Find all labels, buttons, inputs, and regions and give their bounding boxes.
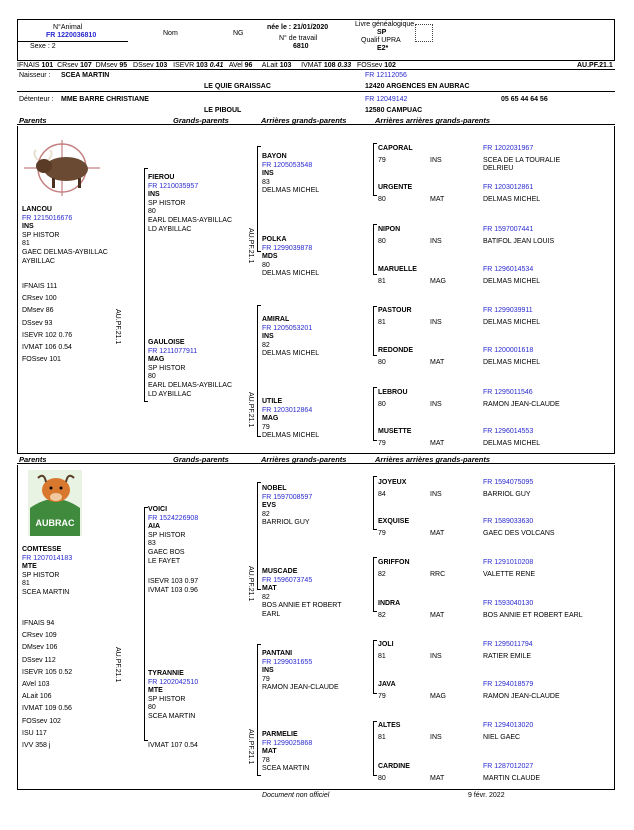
aagp-id: FR 1593040130 [483,600,534,607]
nom-label: Nom [163,30,178,37]
aagp-owner: DELMAS MICHEL [483,319,541,326]
detenteur-phone: 05 65 44 64 56 [501,96,548,103]
livre-value: SP [377,29,387,36]
aagp-number: 80 [378,775,386,782]
aagp-name: JOYEUX [378,479,407,486]
aagp-number: 79 [378,157,386,164]
aagp-type: INS [430,319,442,326]
gp-dam-sire-ivmat: IVMAT 103 0.96 [148,587,198,594]
detenteur-addr: 12580 CAMPUAC [365,107,423,114]
detenteur-name: MME BARRE CHRISTIANE [61,96,149,103]
dam-card[interactable]: COMTESSE FR 1207014183 MTE SP HISTOR 81 SCEA MARTIN [22,546,73,596]
aagp-number: 80 [378,359,386,366]
aagp-name: JAVA [378,681,396,688]
aagp-name: JOLI [378,641,394,648]
aagp-name: CARDINE [378,763,410,770]
agp-7[interactable]: PANTANI FR 1299031655 INS 79 RAMON JEAN-CLAUDE [262,650,339,692]
aagp-owner: BARRIOL GUY [483,491,531,498]
gp-sire-dam[interactable]: GAULOISE FR 1211077911 MAG SP HISTOR 80 EARL DELMAS-AYBILLAC LD AYBILLAC [148,339,233,398]
naisseur-name: SCEA MARTIN [61,72,110,79]
gp-dam-sire-isevr: ISEVR 103 0.97 [148,578,199,585]
aagp-owner: GAEC DES VOLCANS [483,530,555,537]
aagp-owner: DELMAS MICHEL [483,359,541,366]
travail-number: 6810 [293,43,309,50]
sexe: Sexe : 2 [30,43,56,50]
aagp-type: INS [430,157,442,164]
aagp-type: MAT [430,196,445,203]
section-header-dam: Parents Grands-parents Arrières grands-parents Arrières arrières grands-parents [17,455,615,464]
gp-sire-sire[interactable]: FIEROU FR 1210035957 INS SP HISTOR 80 EARL DELMAS-AYBILLAC LD AYBILLAC [148,174,233,233]
index-right: AU.PF.21.1 [577,62,613,69]
naisseur-label: Naisseur : [19,72,51,79]
aagp-name: ALTES [378,722,401,729]
aagp-type: MAT [430,359,445,366]
naisseur-addr: 12420 ARGENCES EN AUBRAC [365,83,470,90]
aagp-id: FR 1597007441 [483,226,534,233]
animal-label: N°Animal [53,24,83,31]
aagp-name: URGENTE [378,184,413,191]
aagp-type: MAT [430,775,445,782]
aagp-id: FR 1589033630 [483,518,534,525]
aagp-number: 79 [378,693,386,700]
agp-2[interactable]: POLKA FR 1299039878 MDS 80 DELMAS MICHEL [262,236,320,278]
aagp-number: 84 [378,491,386,498]
agp-6[interactable]: MUSCADE FR 1596073745 MAT 82 BOS ANNIE ET ROBERT EARL [262,568,342,618]
aagp-type: MAT [430,530,445,537]
aagp-number: 80 [378,196,386,203]
aagp-id: FR 1296014553 [483,428,534,435]
aagp-type: INS [430,401,442,408]
aagp-owner: DELMAS MICHEL [483,196,541,203]
dam-vert-code: AU.PF.21.1 [114,647,121,683]
aagp-id: FR 1299039911 [483,307,533,314]
ng-label: NG [233,30,244,37]
qualif-value: E2* [377,45,389,52]
sire-vert-code: AU.PF.21.1 [114,309,121,345]
dam-indexes: IFNAIS 94 CRsev 109 DMsev 106 DSsev 112 ISEVR 105 0.52 AVel 103 ALait 106 IVMAT 109 0.56 FOSsev 102 ISU 117 IVV 358 j [22,620,73,750]
aagp-type: MAG [430,278,446,285]
aagp-type: INS [430,491,442,498]
agp-8[interactable]: PARMELIE FR 1299025868 MAT 78 SCEA MARTIN [262,731,313,773]
aagp-name: CAPORAL [378,145,413,152]
aagp-owner: MARTIN CLAUDE [483,775,541,782]
agp-1[interactable]: BAYON FR 1205053548 INS 83 DELMAS MICHEL [262,153,320,195]
qualif-label: Qualif UPRA [361,37,401,44]
aagp-number: 79 [378,440,386,447]
gp-dam-dam[interactable]: TYRANNIE FR 1202042510 MTE SP HISTOR 80 SCEA MARTIN [148,670,199,720]
index-line: IFNAIS 101 CRsev 107 DMsev 95 DSsev 103 ISEVR 103 0.41 AVel 96 ALait 103 IVMAT 108 0.33 FOSsev 102 [17,62,396,69]
aagp-id: FR 1594075095 [483,479,534,486]
detenteur-lieu: LE PIBOUL [204,107,242,114]
aagp-number: 80 [378,238,386,245]
aagp-number: 82 [378,571,386,578]
aagp-type: INS [430,734,442,741]
aagp-number: 81 [378,653,386,660]
sire-card[interactable]: LANCOU FR 1215016676 INS SP HISTOR 81 GAEC DELMAS-AYBILLAC AYBILLAC [22,206,108,265]
footer-date: 9 févr. 2022 [468,792,505,799]
agp-5[interactable]: NOBEL FR 1597008597 EVS 82 BARRIOL GUY [262,485,313,527]
aagp-id: FR 1294018579 [483,681,534,688]
svg-text:AUBRAC: AUBRAC [35,518,75,528]
section-header-sire: Parents Grands-parents Arrières grands-parents Arrières arrières grands-parents [17,116,615,125]
aagp-owner: VALETTE RENE [483,571,535,578]
aagp-type: MAT [430,612,445,619]
aubrac-logo [26,468,84,538]
aagp-number: 81 [378,278,386,285]
barcode-placeholder [415,24,433,42]
gp-dam-sire[interactable]: VOICI FR 1524226908 AIA SP HISTOR 83 GAEC BOS LE FAYET [148,506,199,565]
aagp-number: 80 [378,401,386,408]
aagp-name: INDRA [378,600,401,607]
aagp-type: INS [430,653,442,660]
aagp-number: 79 [378,530,386,537]
aagp-id: FR 1202031967 [483,145,534,152]
aagp-id: FR 1200001618 [483,347,534,354]
aagp-number: 81 [378,734,386,741]
animal-id: FR 1220036810 [46,32,97,39]
naisseur-id: FR 12112056 [365,72,407,79]
aagp-type: MAG [430,693,446,700]
aagp-number: 82 [378,612,386,619]
aagp-type: MAT [430,440,445,447]
aagp-owner: RAMON JEAN-CLAUDE [483,693,560,700]
aagp-name: EXQUISE [378,518,410,525]
aagp-owner: SCEA DE LA TOURALIE [483,157,561,164]
aagp-owner: NIEL GAEC [483,734,521,741]
birth-date: née le : 21/01/2020 [267,24,329,31]
aagp-name: MARUELLE [378,266,417,273]
naisseur-lieu: LE QUIE GRAISSAC [204,83,271,90]
aagp-number: 81 [378,319,386,326]
aagp-id: FR 1203012861 [483,184,534,191]
aagp-owner: BOS ANNIE ET ROBERT EARL [483,612,583,619]
sire-indexes: IFNAIS 111 CRsev 100 DMsev 86 DSsev 93 ISEVR 102 0.76 IVMAT 106 0.54 FOSsev 101 [22,283,73,364]
aagp-id: FR 1296014534 [483,266,534,273]
detenteur-label: Détenteur : [19,96,54,103]
aagp-name: REDONDE [378,347,414,354]
footer-note: Document non officiel [262,792,330,799]
aagp-type: INS [430,238,442,245]
aagp-owner: DELMAS MICHEL [483,278,541,285]
aagp-type: RRC [430,571,446,578]
bull-logo [22,136,102,200]
aagp-id: FR 1294013020 [483,722,534,729]
aagp-owner: RATIER EMILE [483,653,532,660]
agp-4[interactable]: UTILE FR 1203012864 MAG 79 DELMAS MICHEL [262,398,320,440]
aagp-owner: RAMON JEAN-CLAUDE [483,401,560,408]
agp-3[interactable]: AMIRAL FR 1205053201 INS 82 DELMAS MICHEL [262,316,320,358]
aagp-owner-2: DELRIEU [483,165,514,172]
aagp-owner: BATIFOL JEAN LOUIS [483,238,555,245]
aagp-id: FR 1295011546 [483,389,533,396]
aagp-name: GRIFFON [378,559,410,566]
travail-label: N° de travail [279,35,318,42]
gp-dam-dam-ivmat: IVMAT 107 0.54 [148,742,198,749]
aagp-name: NIPON [378,226,401,233]
aagp-name: MUSETTE [378,428,412,435]
aagp-id: FR 1291010208 [483,559,534,566]
detenteur-id: FR 12049142 [365,96,408,103]
aagp-id: FR 1295011794 [483,641,533,648]
aagp-owner: DELMAS MICHEL [483,440,541,447]
aagp-id: FR 1287012027 [483,763,534,770]
aagp-name: PASTOUR [378,307,412,314]
livre-label: Livre généalogique [355,21,415,28]
aagp-name: LEBROU [378,389,408,396]
